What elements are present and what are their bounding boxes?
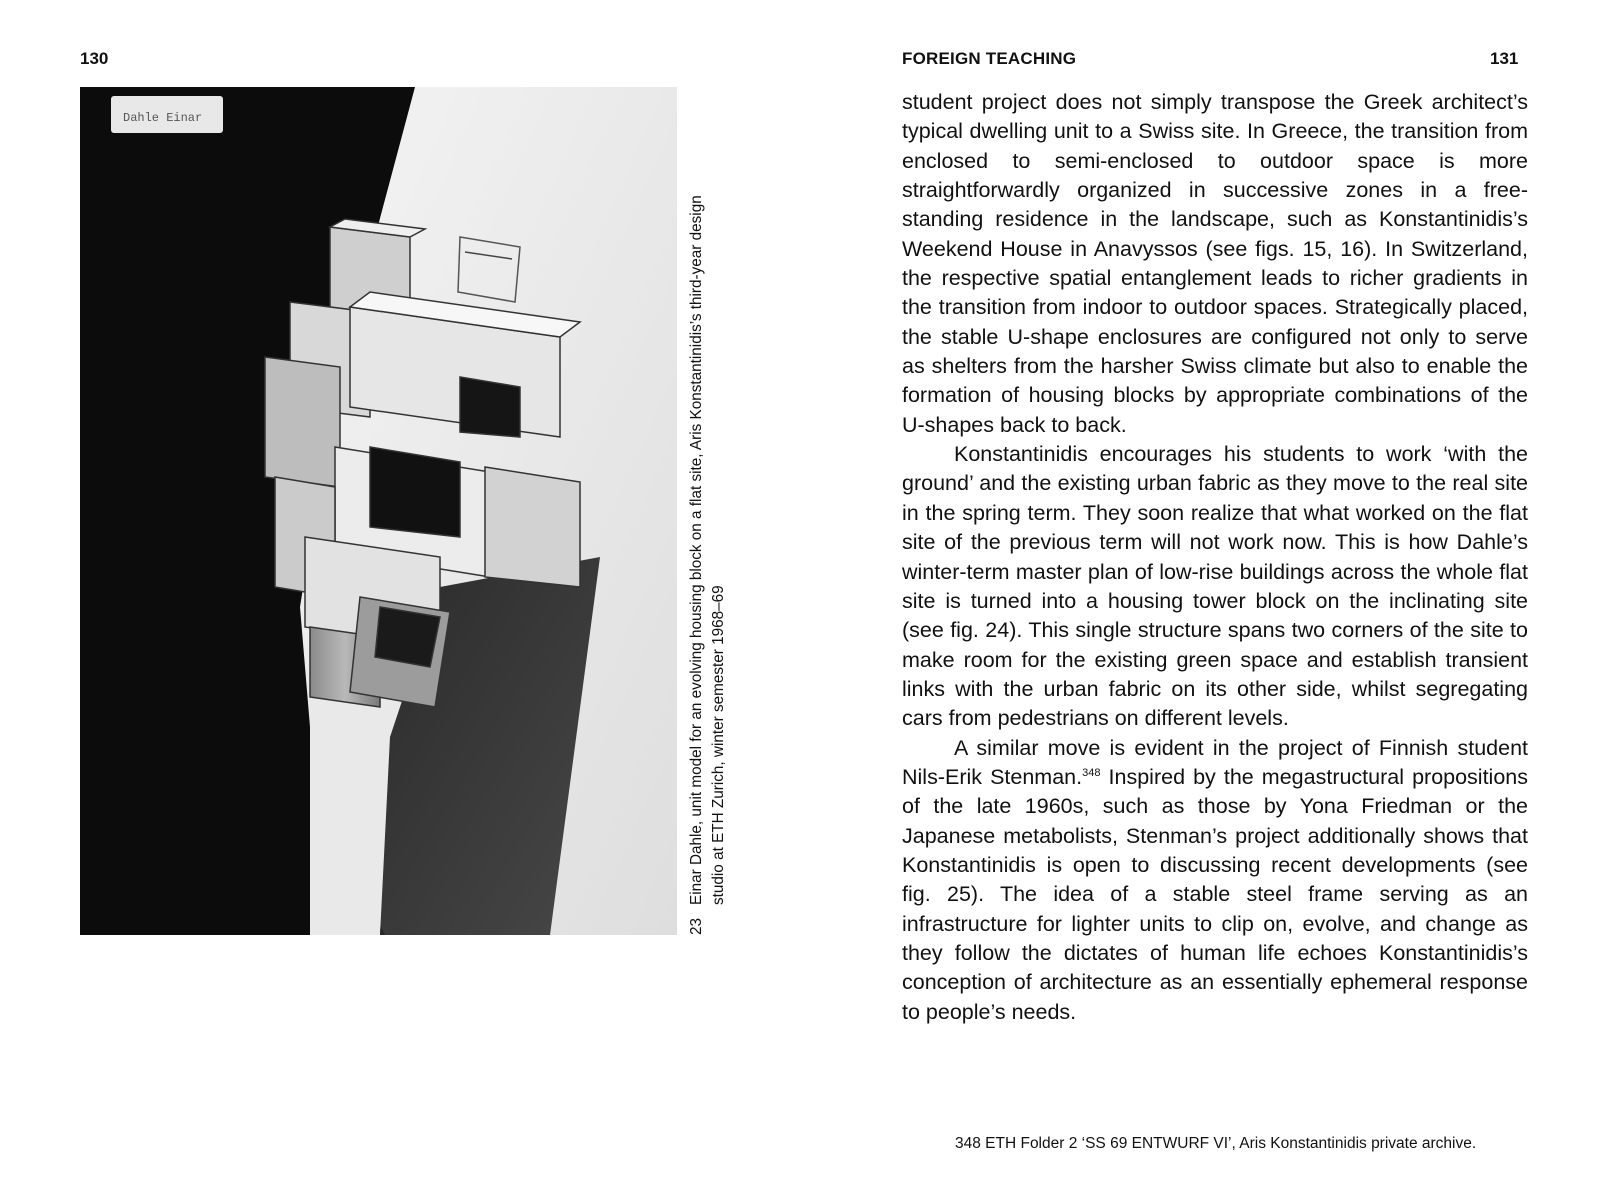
photo-label-text: Dahle Einar: [123, 111, 203, 125]
caption-text-1: Einar Dahle, unit model for an evolving housing block on a flat site, Aris Konstantinidis’s third-year design: [688, 195, 705, 905]
figure-number: 23: [688, 917, 705, 935]
footnote-reference[interactable]: 348: [1082, 766, 1101, 779]
paragraph-1: student project does not simply transpose the Greek architect’s typical dwelling unit to a Swiss site. In Greece, the transition from enclosed to semi-enclosed to outdoor space is more straightforwardly organized in successive zones in a free-standing residence in the landscape, such as Konstantinidis’s Weekend House in Anavyssos (see figs. 15, 16). In Switzerland, the respective spatial entanglement leads to richer gradients in the transition from indoor to outdoor spaces. Strategically placed, the stable U-shape enclosures are configured not only to serve as shelters from the harsher Swiss climate but also to enable the formation of housing blocks by appropriate combinations of the U-shapes back to back.: [902, 90, 1528, 437]
figure-23-photo: [80, 87, 677, 935]
paragraph-2: Konstantinidis encourages his students to work ‘with the ground’ and the existing urban fabric as they move to the real site in the spring term. They soon realize that what worked on the flat site of the previous term will not work now. This is how Dahle’s winter-term master plan of low-rise buildings across the whole flat site is turned into a housing tower block on the inclinating site (see fig. 24). This single structure spans two corners of the site to make room for the existing green space and establish transient links with the urban fabric on its other side, whilst segregating cars from pedestrians on different levels.: [902, 442, 1528, 731]
caption-line-1: [686, 87, 708, 935]
caption-line-2: studio at ETH Zurich, winter semester 1968–69: [710, 585, 727, 905]
figure-caption: [686, 87, 730, 935]
left-page-number: 130: [80, 49, 109, 68]
right-page-number: 131: [1490, 49, 1519, 68]
running-head: FOREIGN TEACHING: [902, 49, 1077, 68]
paragraph-3-after-note: Inspired by the megastructural propositions of the late 1960s, such as those by Yona Friedman or the Japanese metabolists, Stenman’s project additionally shows that Konstantinidis is open to discussing recent developments (see fig. 25). The idea of a stable steel frame serving as an infrastructure for lighter units to clip on, evolve, and change as they follow the dictates of human life echoes Konstantinidis’s conception of architecture as an essentially ephemeral response to people’s needs.: [902, 764, 1529, 1024]
paragraph-3: [902, 734, 1528, 1027]
footnote: 348 ETH Folder 2 ‘SS 69 ENTWURF VI’, Aris Konstantinidis private archive.: [955, 1135, 1477, 1152]
paragraph-3-before-note: A similar move is evident in the project of Finnish student Nils-Erik Stenman.: [902, 735, 1528, 789]
body-text: [902, 88, 1528, 1027]
